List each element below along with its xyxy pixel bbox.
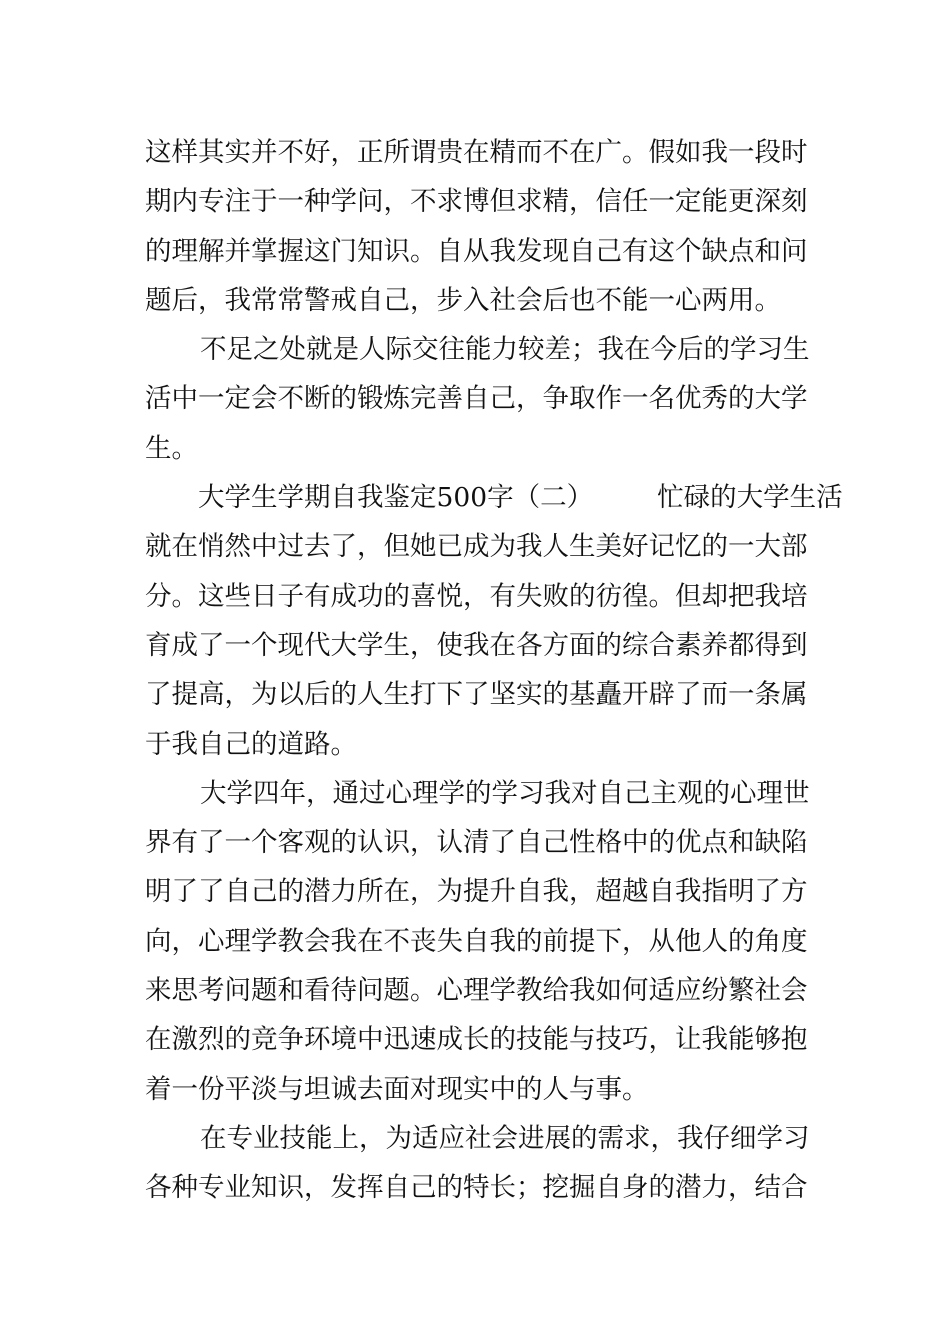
text-line: 不足之处就是人际交往能力较差；我在今后的学习生 [200, 334, 810, 366]
heading-line [145, 473, 843, 522]
text-line: 在激烈的竞争环境中迅速成长的技能与技巧，让我能够抱 [145, 1024, 808, 1056]
text-line: 界有了一个客观的认识，认清了自己性格中的优点和缺陷 [145, 827, 808, 859]
paragraph-2 [145, 325, 810, 473]
text-line: 就在悄然中过去了，但她已成为我人生美好记忆的一大部 [145, 531, 808, 563]
text-line: 在专业技能上，为适应社会进展的需求，我仔细学习 [200, 1122, 810, 1154]
text-line: 各种专业知识，发挥自己的特长；挖掘自身的潜力，结合 [145, 1172, 808, 1204]
paragraph-4 [145, 769, 810, 1114]
text-line: 于我自己的道路。 [145, 728, 357, 760]
paragraph-5 [145, 1114, 810, 1213]
text-line: 期内专注于一种学问，不求博但求精，信任一定能更深刻 [145, 186, 808, 218]
text-line: 向，心理学教会我在不丧失自我的前提下，从他人的角度 [145, 925, 808, 957]
document-body [145, 128, 843, 1213]
paragraph-1 [145, 128, 807, 325]
text-line: 了提高，为以后的人生打下了坚实的基矗开辟了而一条属 [145, 679, 808, 711]
paragraph-3 [145, 473, 843, 769]
text-line: 分。这些日子有成功的喜悦，有失败的彷徨。但却把我培 [145, 580, 808, 612]
section-heading: 大学生学期自我鉴定500字（二） [198, 482, 594, 514]
text-fragment: 忙碌的大学生活 [657, 482, 843, 514]
text-line: 育成了一个现代大学生，使我在各方面的综合素养都得到 [145, 629, 808, 661]
text-line: 明了了自己的潜力所在，为提升自我，超越自我指明了方 [145, 876, 808, 908]
text-line: 大学四年，通过心理学的学习我对自己主观的心理世 [200, 777, 810, 809]
text-line: 的理解并掌握这门知识。自从我发现自己有这个缺点和问 [145, 235, 808, 267]
text-line: 这样其实并不好，正所谓贵在精而不在广。假如我一段时 [145, 137, 808, 168]
text-line: 活中一定会不断的锻炼完善自己，争取作一名优秀的大学 [145, 383, 808, 415]
text-line: 来思考问题和看待问题。心理学教给我如何适应纷繁社会 [145, 975, 808, 1007]
text-line: 着一份平淡与坦诚去面对现实中的人与事。 [145, 1073, 649, 1105]
text-line: 生。 [145, 432, 198, 464]
text-line: 题后，我常常警戒自己，步入社会后也不能一心两用。 [145, 284, 781, 316]
